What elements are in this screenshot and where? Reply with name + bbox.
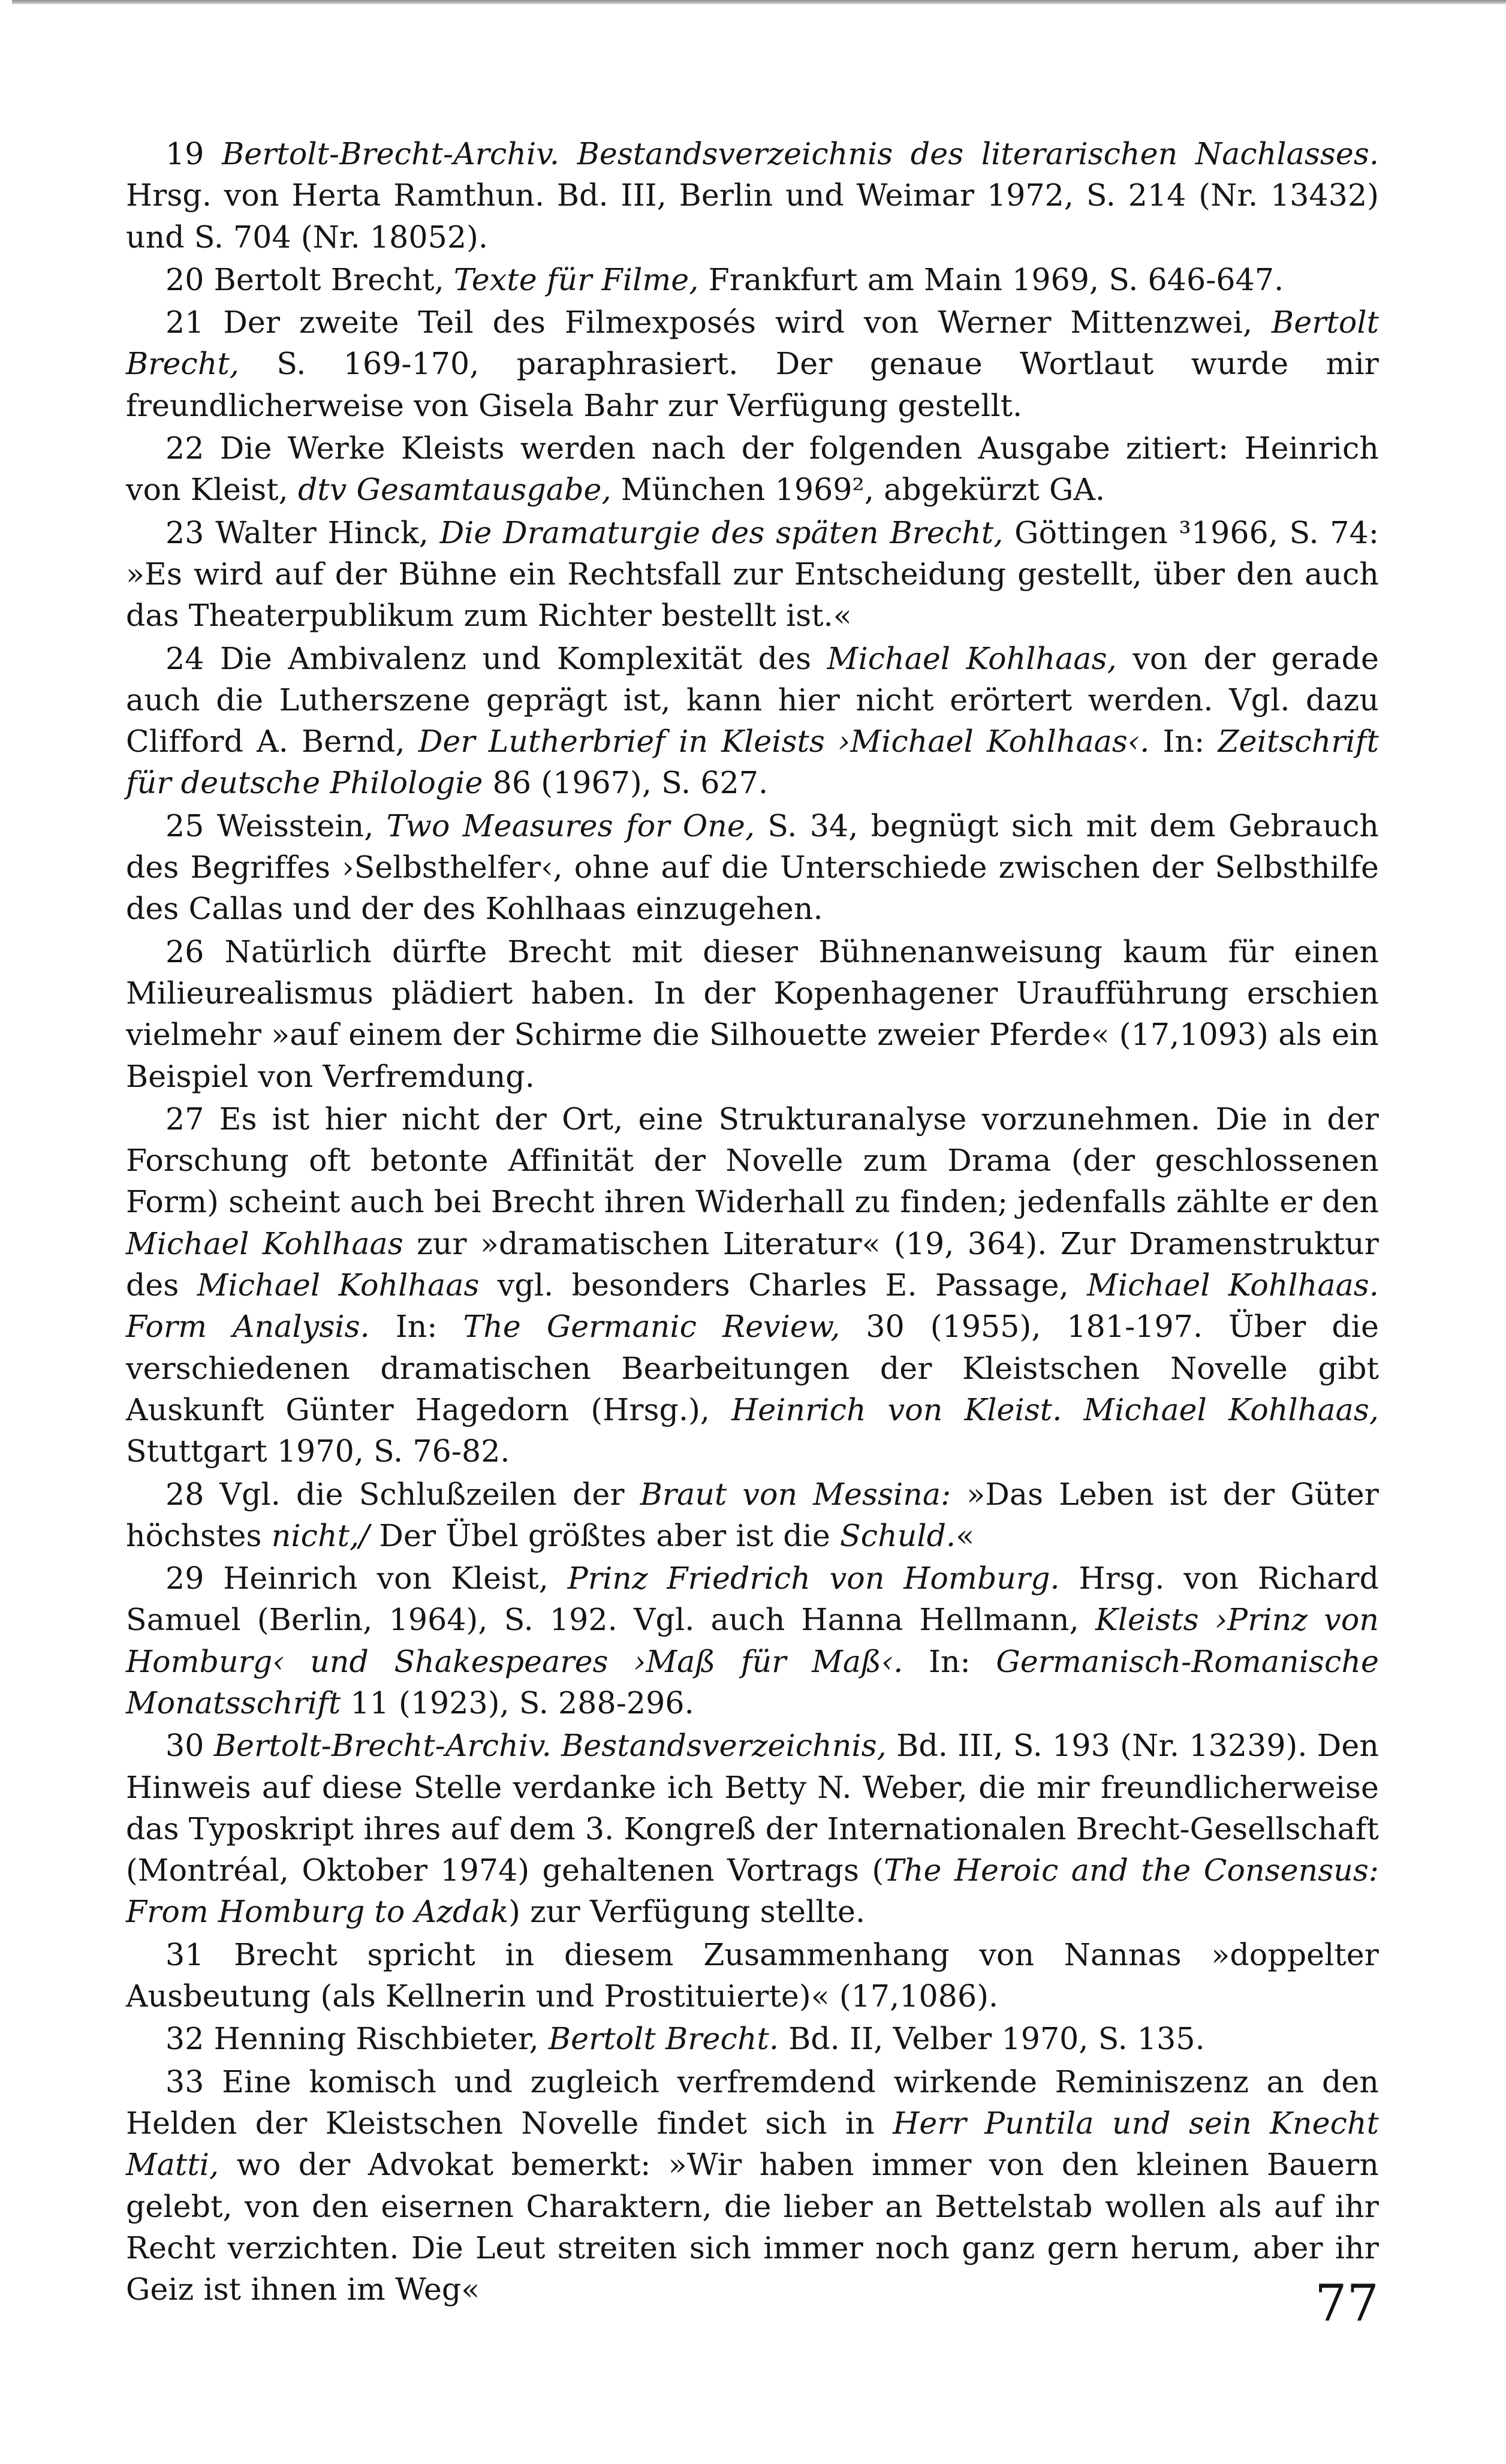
endnote-text: 11 (1923), S. 288-296.: [341, 1685, 694, 1721]
endnote-text: München 1969², abgekürzt GA.: [611, 472, 1106, 508]
endnote-text: S. 169-170, paraphrasiert. Der genaue Wortlaut wurde mir freundlicherweise von Gisela Bahr zur Verfügung gestellt.: [126, 346, 1379, 423]
endnote-24: [126, 638, 1379, 804]
endnote-23: [126, 512, 1379, 637]
endnote-21: [126, 302, 1379, 426]
endnote-italic-title: Two Measures for One,: [386, 808, 755, 844]
endnote-text: von der gerade auch die Lutherszene geprägt ist, kann hier nicht erörtert werden. Vgl. dazu Clifford A. Bernd,: [126, 640, 1379, 760]
endnote-26: [126, 931, 1379, 1097]
endnote-italic-title: Bertolt Brecht.: [548, 2021, 779, 2057]
endnote-number: 24: [165, 640, 204, 676]
endnote-text: Weisstein,: [216, 808, 387, 844]
endnote-italic-title: Texte für Filme,: [453, 261, 699, 297]
endnote-text: Hrsg. von Herta Ramthun. Bd. III, Berlin und Weimar 1972, S. 214 (Nr. 13432) und S. 704 (Nr. 18052).: [126, 177, 1379, 255]
endnote-number: 23: [165, 514, 204, 550]
endnote-italic-title: Der Lutherbrief in Kleists ›Michael Kohlhaas‹.: [418, 724, 1150, 760]
endnote-text: 30 (1955), 181-197. Über die verschiedenen dramatischen Bearbeitungen der Kleistschen Novelle gibt Auskunft Günter Hagedorn (Hrsg.),: [126, 1309, 1380, 1427]
endnote-number: 31: [165, 1936, 204, 1972]
endnote-italic-title: Bertolt-Brecht-Archiv. Bestandsverzeichnis des literarischen Nachlasses.: [222, 136, 1380, 171]
endnote-20: [126, 259, 1379, 300]
endnote-number: 25: [165, 808, 204, 844]
endnote-number: 21: [165, 305, 204, 341]
endnote-number: 33: [165, 2064, 204, 2099]
endnote-22: [126, 427, 1379, 511]
endnote-text: Eine komisch und zugleich verfremdend wirkende Reminiszenz an den Helden der Kleistschen Novelle findet sich in: [126, 2064, 1379, 2141]
endnote-text: In:: [1149, 724, 1218, 760]
endnote-33: [126, 2061, 1379, 2311]
endnote-italic-title: Braut von Messina:: [640, 1476, 951, 1512]
endnote-text: Bd. II, Velber 1970, S. 135.: [779, 2021, 1205, 2057]
endnote-25: [126, 805, 1379, 930]
endnote-italic-title: Bertolt Brecht,: [126, 305, 1379, 382]
endnote-text: ) zur Verfügung stellte.: [508, 1894, 866, 1930]
endnote-number: 20: [165, 261, 204, 297]
endnote-text: Heinrich von Kleist,: [223, 1561, 568, 1597]
endnote-number: 32: [165, 2021, 204, 2057]
endnote-31: [126, 1934, 1379, 2017]
endnote-text: In:: [903, 1643, 996, 1679]
endnote-text: Stuttgart 1970, S. 76-82.: [126, 1433, 510, 1469]
endnote-italic-title: The Germanic Review,: [463, 1309, 841, 1345]
endnote-text: zur »dramatischen Literatur« (19, 364). Zur Dramenstruktur des: [126, 1225, 1379, 1303]
endnote-number: 29: [165, 1561, 204, 1597]
endnote-number: 30: [165, 1728, 204, 1764]
endnote-text: Es ist hier nicht der Ort, eine Strukturanalyse vorzunehmen. Die in der Forschung oft betonte Affinität der Novelle zum Drama (der geschlossenen Form) scheint auch bei Brecht ihren Widerhall zu finden; jedenfalls zählte er den: [126, 1101, 1379, 1220]
endnote-text: Henning Rischbieter,: [213, 2021, 549, 2057]
endnote-text: Brecht spricht in diesem Zusammenhang von Nannas »doppelter Ausbeutung (als Kellnerin und Prostituierte)« (17,1086).: [126, 1936, 1379, 2014]
endnote-italic-title: Prinz Friedrich von Homburg.: [567, 1561, 1060, 1597]
endnote-number: 27: [165, 1101, 204, 1137]
endnote-19: [126, 133, 1379, 258]
endnote-text: Walter Hinck,: [215, 514, 440, 550]
endnote-italic-title: Schuld.: [840, 1517, 956, 1553]
page-number: 77: [1315, 2274, 1379, 2333]
endnote-text: S. 34, begnügt sich mit dem Gebrauch des Begriffes ›Selbsthelfer‹, ohne auf die Unterschiede zwischen der Selbsthilfe des Callas und der des Kohlhaas einzugehen.: [126, 808, 1380, 927]
endnote-text: Die Ambivalenz und Komplexität des: [220, 640, 827, 676]
endnote-text: Bertolt Brecht,: [213, 261, 454, 297]
endnote-text: 86 (1967), S. 627.: [483, 765, 769, 801]
endnotes-section: [126, 133, 1379, 2311]
endnote-30: [126, 1725, 1379, 1932]
endnote-italic-title: Bertolt-Brecht-Archiv. Bestandsverzeichnis,: [213, 1728, 887, 1764]
endnote-text: Bd. III, S. 193 (Nr. 13239). Den Hinweis auf diese Stelle verdanke ich Betty N. Weber, die mir freundlicherweise das Typoskript ihres auf dem 3. Kongreß der Internationalen Brecht-Gesellschaft (Montréal, Oktober 1974) gehaltenen Vortrags (: [126, 1728, 1380, 1888]
endnote-italic-title: Herr Puntila und sein Knecht Matti,: [126, 2105, 1379, 2183]
endnote-text: Die Werke Kleists werden nach der folgenden Ausgabe zitiert: Heinrich von Kleist,: [126, 430, 1380, 508]
endnote-italic-title: Heinrich von Kleist. Michael Kohlhaas,: [731, 1391, 1379, 1427]
endnote-italic-title: Germanisch-Romanische Monatsschrift: [126, 1643, 1379, 1721]
endnote-text: Natürlich dürfte Brecht mit dieser Bühnenanweisung kaum für einen Milieurealismus plädiert haben. In der Kopenhagener Uraufführung erschien vielmehr »auf einem der Schirme die Silhouette zweier Pferde« (17,1093) als ein Beispiel von Verfremdung.: [126, 933, 1380, 1094]
endnote-italic-title: Michael Kohlhaas. Form Analysis.: [126, 1267, 1379, 1345]
endnote-text: »Das Leben ist der Güter höchstes: [126, 1476, 1380, 1553]
endnote-text: Vgl. die Schlußzeilen der: [219, 1476, 640, 1512]
endnote-italic-title: The Heroic and the Consensus: From Homburg to Azdak: [126, 1852, 1380, 1930]
endnote-italic-title: Michael Kohlhaas,: [827, 640, 1117, 676]
endnote-32: [126, 2018, 1379, 2059]
top-edge-rule: [12, 0, 1506, 4]
endnote-italic-title: Michael Kohlhaas: [126, 1225, 403, 1261]
endnote-text: wo der Advokat bemerkt: »Wir haben immer von den kleinen Bauern gelebt, von den eisernen Charaktern, die lieber an Bettelstab wollen als auf ihr Recht verzichten. Die Leut streiten sich immer noch ganz gern herum, aber ihr Geiz ist ihnen im Weg«: [126, 2147, 1379, 2308]
endnote-italic-title: Die Dramaturgie des späten Brecht,: [439, 514, 1004, 550]
endnote-italic-title: nicht,/: [271, 1517, 370, 1553]
endnote-text: Der zweite Teil des Filmexposés wird von Werner Mittenzwei,: [223, 305, 1272, 341]
endnote-text: vgl. besonders Charles E. Passage,: [479, 1267, 1088, 1303]
endnote-number: 19: [165, 136, 204, 171]
endnote-italic-title: Michael Kohlhaas: [197, 1267, 480, 1303]
endnote-italic-title: Kleists ›Prinz von Homburg‹ und Shakespeares ›Maß für Maß‹.: [126, 1602, 1379, 1679]
endnote-italic-title: dtv Gesamtausgabe,: [297, 472, 612, 508]
endnote-text: In:: [369, 1309, 463, 1345]
endnote-text: Frankfurt am Main 1969, S. 646-647.: [698, 261, 1284, 297]
endnote-29: [126, 1558, 1379, 1724]
endnote-number: 22: [165, 430, 204, 466]
endnote-text: Der Übel größtes aber ist die: [369, 1517, 841, 1553]
endnote-28: [126, 1474, 1379, 1557]
endnote-27: [126, 1098, 1379, 1472]
endnote-italic-title: Zeitschrift für deutsche Philologie: [126, 724, 1379, 801]
endnote-text: Hrsg. von Richard Samuel (Berlin, 1964), S. 192. Vgl. auch Hanna Hellmann,: [126, 1561, 1380, 1638]
endnote-number: 26: [165, 933, 204, 969]
endnote-text: Göttingen ³1966, S. 74: »Es wird auf der Bühne ein Rechtsfall zur Entscheidung gestellt, über den auch das Theaterpublikum zum Richter bestellt ist.«: [126, 514, 1379, 634]
endnote-number: 28: [165, 1476, 204, 1512]
endnote-text: «: [956, 1517, 975, 1553]
